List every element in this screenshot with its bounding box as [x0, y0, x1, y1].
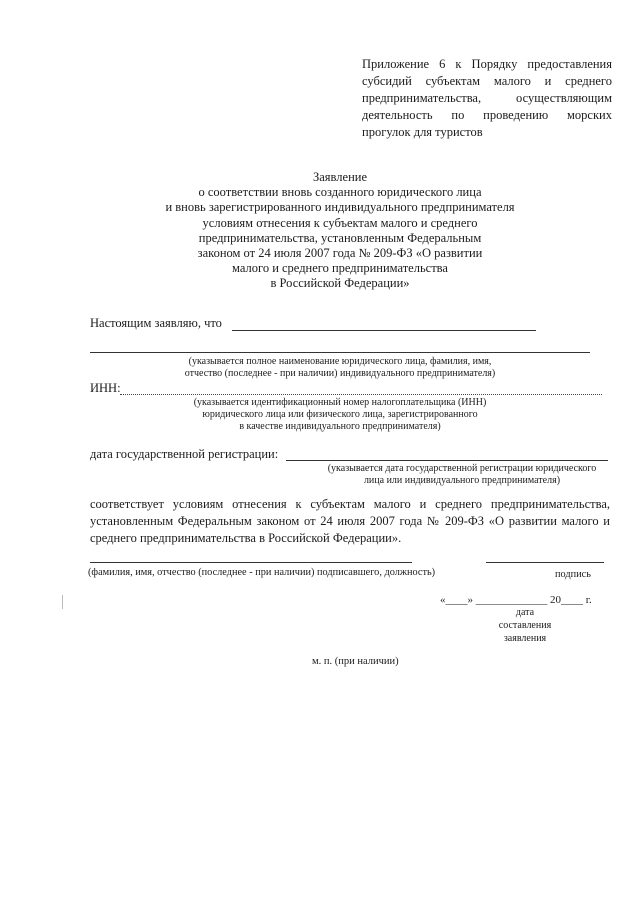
scan-artifact: [62, 595, 63, 609]
registration-date-hint: [312, 463, 612, 487]
registration-date-label: дата государственной регистрации:: [90, 447, 279, 461]
hint-line: лица или индивидуального предпринимателя): [363, 475, 561, 486]
date-caption: [490, 606, 560, 645]
signature-field-line[interactable]: [486, 562, 604, 563]
signer-name-field-line[interactable]: [90, 562, 412, 563]
title-line: предпринимательства, установленным Федеральным: [198, 230, 482, 245]
caption-line: составления: [498, 620, 552, 631]
inn-hint: [170, 397, 510, 433]
signer-name-hint: (фамилия, имя, отчество (последнее - при наличии) подписавшего, должность): [88, 567, 436, 578]
hint-line: в качестве индивидуального предпринимателя): [239, 421, 441, 432]
company-name-field-line-1[interactable]: [232, 330, 536, 331]
hint-line: отчество (последнее - при наличии) индивидуального предпринимателя): [184, 368, 496, 379]
conformity-statement: соответствует условиям отнесения к субъектам малого и среднего предпринимательства, установленным Федеральным законом от 24 июля 2007 года № 209-ФЗ «О развитии малого и среднего предпринимательства в Российской Федерации».: [90, 497, 610, 545]
company-name-field-line-2[interactable]: [90, 352, 590, 353]
title-line: и вновь зарегистрированного индивидуального предпринимателя: [165, 200, 515, 215]
date-field[interactable]: «____» _____________ 20____ г.: [440, 594, 592, 606]
hint-line: (указывается полное наименование юридического лица, фамилия, имя,: [188, 356, 492, 367]
inn-label: ИНН:: [90, 381, 121, 395]
hint-line: юридического лица или физического лица, зарегистрированного: [202, 409, 478, 420]
hint-line: (указывается идентификационный номер налогоплательщика (ИНН): [193, 397, 487, 408]
title-line: о соответствии вновь созданного юридического лица: [198, 185, 482, 200]
caption-line: заявления: [503, 633, 547, 644]
appendix-header: Приложение 6 к Порядку предоставления субсидий субъектам малого и среднего предпринимательства, осуществляющим деятельность по проведению морских прогулок для туристов: [362, 57, 612, 139]
title-line: условиям отнесения к субъектам малого и среднего: [202, 215, 478, 230]
hint-line: (указывается дата государственной регистрации юридического: [327, 463, 597, 474]
title-line: законом от 24 июля 2007 года № 209-ФЗ «О развитии: [197, 246, 483, 261]
title-line: в Российской Федерации»: [270, 276, 410, 291]
inn-field-line[interactable]: [120, 394, 602, 395]
registration-date-field-line[interactable]: [286, 460, 608, 461]
caption-line: дата: [515, 607, 535, 618]
signature-hint: подпись: [555, 569, 591, 580]
document-heading: Заявление: [312, 170, 367, 184]
title-line: малого и среднего предпринимательства: [232, 261, 448, 276]
declaration-intro: Настоящим заявляю, что: [90, 316, 222, 330]
stamp-place: м. п. (при наличии): [312, 656, 399, 667]
title-block: [150, 170, 530, 292]
company-name-hint: [170, 356, 510, 380]
